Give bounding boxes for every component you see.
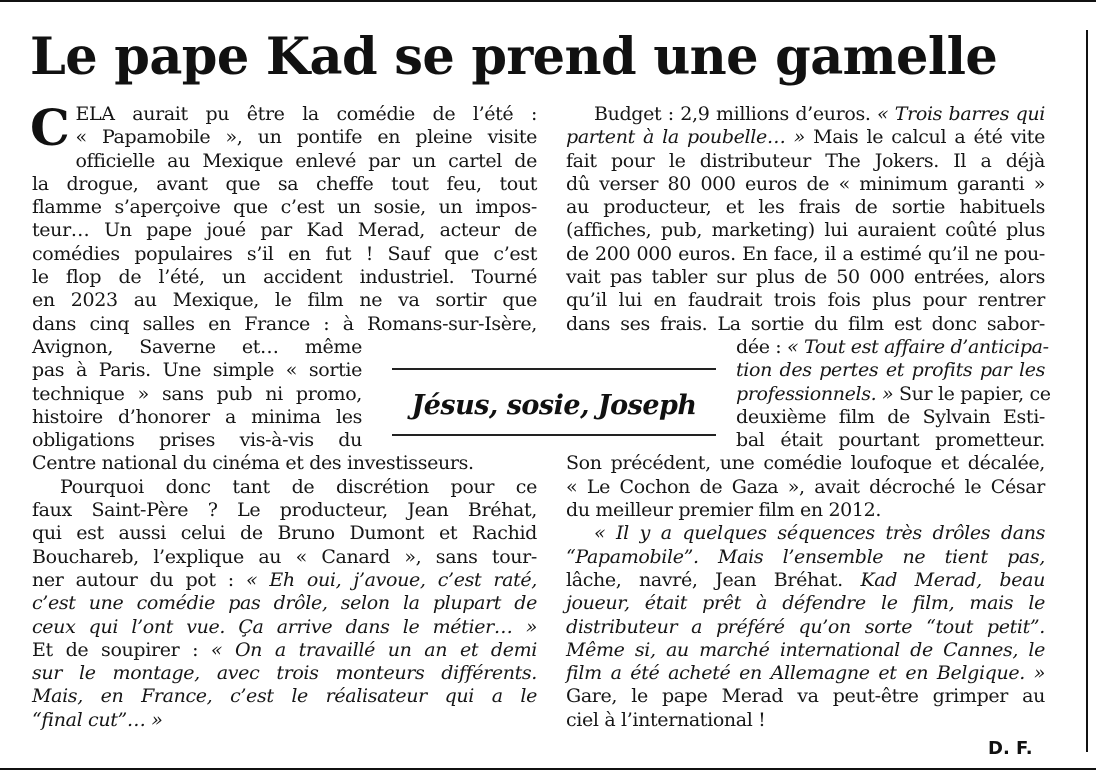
text-line: Gare, le pape Merad va peut-être grimper au bbox=[566, 685, 1045, 708]
text-line bbox=[736, 335, 1049, 359]
text-line: teur… Un pape joué par Kad Merad, acteur de bbox=[32, 219, 537, 242]
text-line bbox=[32, 569, 537, 592]
paragraph-closing bbox=[566, 685, 1045, 732]
text-segment: lâche, navré, Jean Bréhat. bbox=[566, 568, 861, 591]
right-rule bbox=[1086, 30, 1088, 752]
text-line bbox=[566, 569, 1045, 592]
text-line bbox=[566, 103, 1045, 126]
quote-line: “Papamobile”. Mais l’ensemble ne tient pas, bbox=[566, 545, 1045, 568]
right-column bbox=[566, 103, 1051, 732]
text-line: fait pour le distributeur The Jokers. Il a déjà bbox=[566, 149, 1045, 172]
quote-segment: « On a travaillé un an et demi bbox=[210, 638, 537, 661]
paragraph-budget bbox=[566, 103, 1051, 522]
text-line: deuxième film de Sylvain Esti- bbox=[736, 405, 1045, 428]
paragraph-producer bbox=[32, 476, 537, 732]
text-line: Son précédent, une comédie loufoque et décalée, bbox=[566, 452, 1045, 475]
quote-segment: « Eh oui, j’avoue, c’est raté, bbox=[245, 568, 537, 591]
article-headline: Le pape Kad se prend une gamelle bbox=[30, 27, 998, 87]
text-line: qui est aussi celui de Bruno Dumont et Rachid bbox=[32, 522, 537, 545]
text-line: Pourquoi donc tant de discrétion pour ce bbox=[60, 475, 537, 498]
text-line: ciel à l’international ! bbox=[566, 708, 766, 731]
text-segment: Sur le papier, ce bbox=[893, 382, 1051, 405]
quote-line: tion des pertes et profits par les bbox=[736, 359, 1045, 382]
text-line: de 200 000 euros. En face, il a estimé qu’il ne pou- bbox=[566, 242, 1045, 265]
quote-line: Mais, en France, c’est le réalisateur qui a le bbox=[32, 685, 537, 708]
author-signature: D. F. bbox=[988, 738, 1033, 759]
text-segment: Et de soupirer : bbox=[32, 638, 211, 661]
text-line bbox=[736, 382, 1051, 406]
text-line: vait pas tabler sur plus de 50 000 entrées, alors bbox=[566, 266, 1045, 289]
text-segment: ner autour du pot : bbox=[32, 568, 246, 591]
text-line: ELA aurait pu être la comédie de l’été : bbox=[75, 103, 537, 125]
text-line: bal était pourtant prometteur. bbox=[736, 429, 1045, 452]
text-line: en 2023 au Mexique, le film ne va sortir que bbox=[32, 289, 537, 312]
text-line bbox=[32, 639, 537, 662]
quote-segment: « Trois barres qui bbox=[877, 103, 1045, 125]
text-line: qu’il lui en faudrait trois fois plus pour rentrer bbox=[566, 289, 1045, 312]
text-line: « Le Cochon de Gaza », avait décroché le César bbox=[566, 475, 1045, 498]
text-line: histoire d’honorer a minima les bbox=[32, 405, 362, 428]
text-line: Avignon, Saverne et… même bbox=[32, 335, 362, 358]
text-line: dans ses frais. La sortie du film est donc sabor- bbox=[566, 312, 1045, 335]
text-line: Bouchareb, l’explique au « Canard », sans tour- bbox=[32, 545, 537, 568]
pull-quote: Jésus, sosie, Joseph bbox=[411, 390, 697, 421]
text-line: technique » sans pub ni promo, bbox=[32, 382, 362, 405]
paragraph-quote bbox=[566, 522, 1045, 685]
quote-segment: « Tout est affaire d’anticipa- bbox=[787, 335, 1049, 358]
text-line bbox=[566, 126, 1045, 149]
text-line: dans cinq salles en France : à Romans-sur-Isère, bbox=[32, 312, 537, 335]
text-line: comédies populaires s’il en fut ! Sauf que c’est bbox=[32, 242, 537, 265]
quote-line: joueur, était prêt à défendre le film, mais le bbox=[566, 592, 1045, 615]
text-segment: Mais le calcul a été vite bbox=[804, 126, 1045, 149]
drop-cap: C bbox=[30, 98, 70, 157]
quote-segment: Kad Merad, beau bbox=[860, 568, 1045, 591]
text-line: du meilleur premier film en 2012. bbox=[566, 499, 882, 522]
quote-segment: professionnels. » bbox=[736, 382, 894, 405]
quote-line: “final cut”… » bbox=[32, 708, 163, 731]
quote-line: sur le montage, avec trois monteurs différents. bbox=[32, 662, 537, 685]
quote-line: Même si, au marché international de Cannes, le bbox=[566, 638, 1045, 661]
bottom-rule bbox=[0, 768, 1096, 770]
text-segment: Budget : 2,9 millions d’euros. bbox=[594, 103, 878, 125]
quote-line: film a été acheté en Allemagne et en Belgique. » bbox=[566, 662, 1045, 685]
text-line: flamme s’aperçoive que c’est un sosie, un impos- bbox=[32, 196, 537, 219]
text-line: le flop de l’été, un accident industriel. Tourné bbox=[32, 266, 537, 289]
text-line: Centre national du cinéma et des investisseurs. bbox=[32, 452, 474, 475]
quote-line: ceux qui l’ont vue. Ça arrive dans le métier… » bbox=[32, 615, 537, 638]
text-segment: dée : bbox=[736, 335, 788, 358]
text-line: au producteur, et les frais de sortie habituels bbox=[566, 196, 1045, 219]
text-line: pas à Paris. Une simple « sortie bbox=[32, 359, 362, 382]
text-line: la drogue, avant que sa cheffe tout feu, tout bbox=[32, 172, 537, 195]
top-rule bbox=[0, 0, 1096, 2]
quote-line: distributeur a préféré qu’on sorte “tout petit”. bbox=[566, 615, 1045, 638]
quote-segment: partent à la poubelle… » bbox=[566, 126, 805, 149]
text-line: « Papamobile », un pontife en pleine visite bbox=[75, 126, 537, 149]
text-line: dû verser 80 000 euros de « minimum garanti » bbox=[566, 172, 1045, 195]
text-line: (affiches, pub, marketing) lui auraient coûté plus bbox=[566, 219, 1045, 242]
text-line: officielle au Mexique enlevé par un cartel de bbox=[75, 149, 537, 172]
quote-line: c’est une comédie pas drôle, selon la plupart de bbox=[32, 592, 537, 615]
text-line: obligations prises vis-à-vis du bbox=[32, 429, 362, 452]
quote-line: « Il y a quelques séquences très drôles dans bbox=[594, 522, 1045, 545]
text-line: faux Saint-Père ? Le producteur, Jean Bréhat, bbox=[32, 499, 537, 522]
